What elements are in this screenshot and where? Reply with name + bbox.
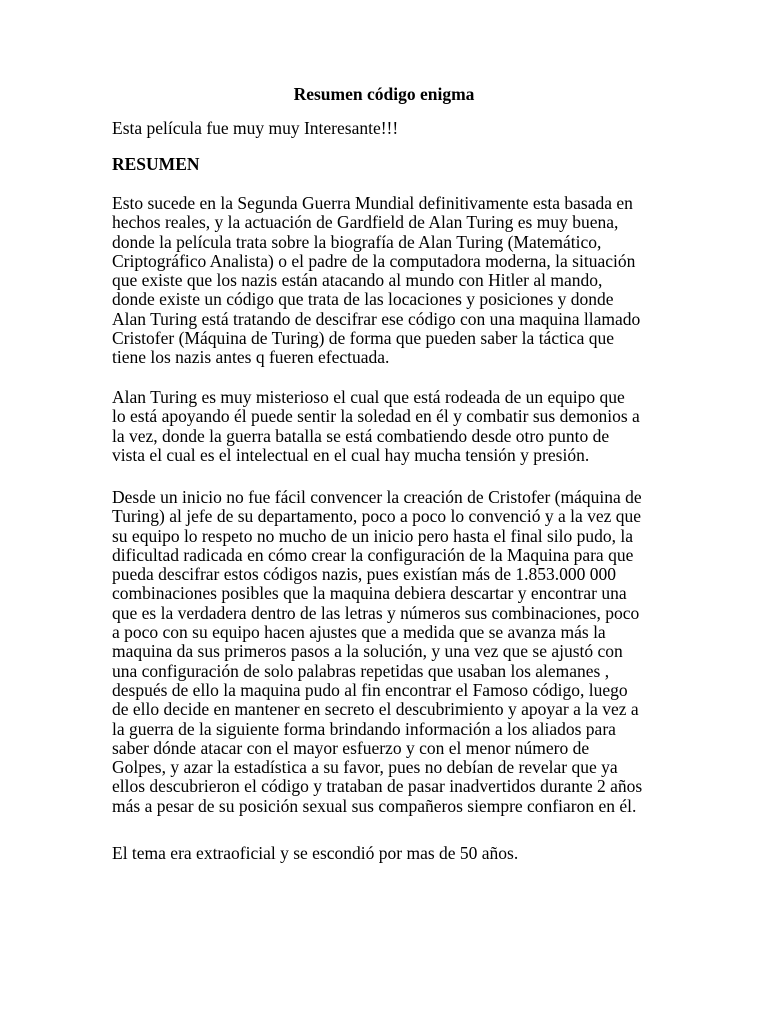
paragraph-line: vista el cual es el intelectual en el cual hay mucha tensión y presión. [112,444,590,465]
section-heading: RESUMEN [112,154,200,174]
paragraph-line: tiene los nazis antes q fueren efectuada. [112,347,390,368]
paragraph-line: de ello decide en mantener en secreto el descubrimiento y apoyar a la vez a [112,699,639,720]
paragraph-line: su equipo lo respeto no mucho de un inicio pero hasta el final silo pudo, la [112,525,634,546]
paragraph-line: después de ello la maquina pudo al fin encontrar el Famoso código, luego [112,679,628,700]
paragraph-line: la vez, donde la guerra batalla se está combatiendo desde otro punto de [112,425,610,446]
paragraph-line: Desde un inicio no fue fácil convencer la creación de Cristofer (máquina de [112,487,642,507]
paragraph-line: lo está apoyando él puede sentir la soledad en él y combatir sus demonios a [112,406,640,427]
paragraph-line: Criptográfico Analista) o el padre de la computadora moderna, la situación [112,250,636,271]
paragraph-line: Alan Turing está tratando de descifrar ese código con una maquina llamado [112,308,641,329]
paragraph [112,488,672,816]
paragraph-line: pueda descifrar estos códigos nazis, pues existían más de 1.853.000 000 [112,564,616,585]
paragraph-line: que es la verdadera dentro de las letras y números sus combinaciones, poco [112,602,640,623]
paragraph-line: Cristofer (Máquina de Turing) de forma que pueden saber la táctica que [112,328,614,349]
paragraph-line: que existe que los nazis están atacando al mundo con Hitler al mando, [112,270,603,291]
paragraph-line: más a pesar de su posición sexual sus compañeros siempre confiaron en él. [112,795,637,816]
intro-text: Esta película fue muy muy Interesante!!! [112,118,399,138]
paragraph-line: Esto sucede en la Segunda Guerra Mundial definitivamente esta basada en [112,193,633,213]
paragraph-line: Golpes, y azar la estadística a su favor, pues no debían de revelar que ya [112,757,618,778]
paragraph-line: dificultad radicada en cómo crear la configuración de la Maquina para que [112,544,634,565]
paragraph-line: saber dónde atacar con el mayor esfuerzo y con el menor número de [112,737,590,758]
paragraph-line: ellos descubrieron el código y trataban de pasar inadvertidos durante 2 años [112,776,643,797]
paragraph-line: donde la película trata sobre la biografía de Alan Turing (Matemático, [112,231,602,252]
document-title: Resumen código enigma [293,84,475,104]
paragraph-line: El tema era extraoficial y se escondió por mas de 50 años. [112,843,519,863]
paragraph-line: combinaciones posibles que la maquina debiera descartar y encontrar una [112,583,627,604]
paragraph-line: donde existe un código que trata de las locaciones y posiciones y donde [112,289,614,310]
paragraph-line: Turing) al jefe de su departamento, poco a poco lo convenció y a la vez que [112,506,642,527]
paragraph [112,388,672,465]
paragraph-line: Alan Turing es muy misterioso el cual que está rodeada de un equipo que [112,387,625,407]
paragraph-line: una configuración de solo palabras repetidas que usaban los alemanes , [112,660,610,681]
paragraph [112,844,672,863]
paragraph-line: a poco con su equipo hacen ajustes que a medida que se avanza más la [112,622,606,643]
paragraph [112,194,672,368]
paragraph-line: hechos reales, y la actuación de Gardfield de Alan Turing es muy buena, [112,212,619,233]
paragraph-line: maquina da sus primeros pasos a la solución, y una vez que se ajustó con [112,641,623,662]
paragraph-line: la guerra de la siguiente forma brindando información a los aliados para [112,718,616,739]
